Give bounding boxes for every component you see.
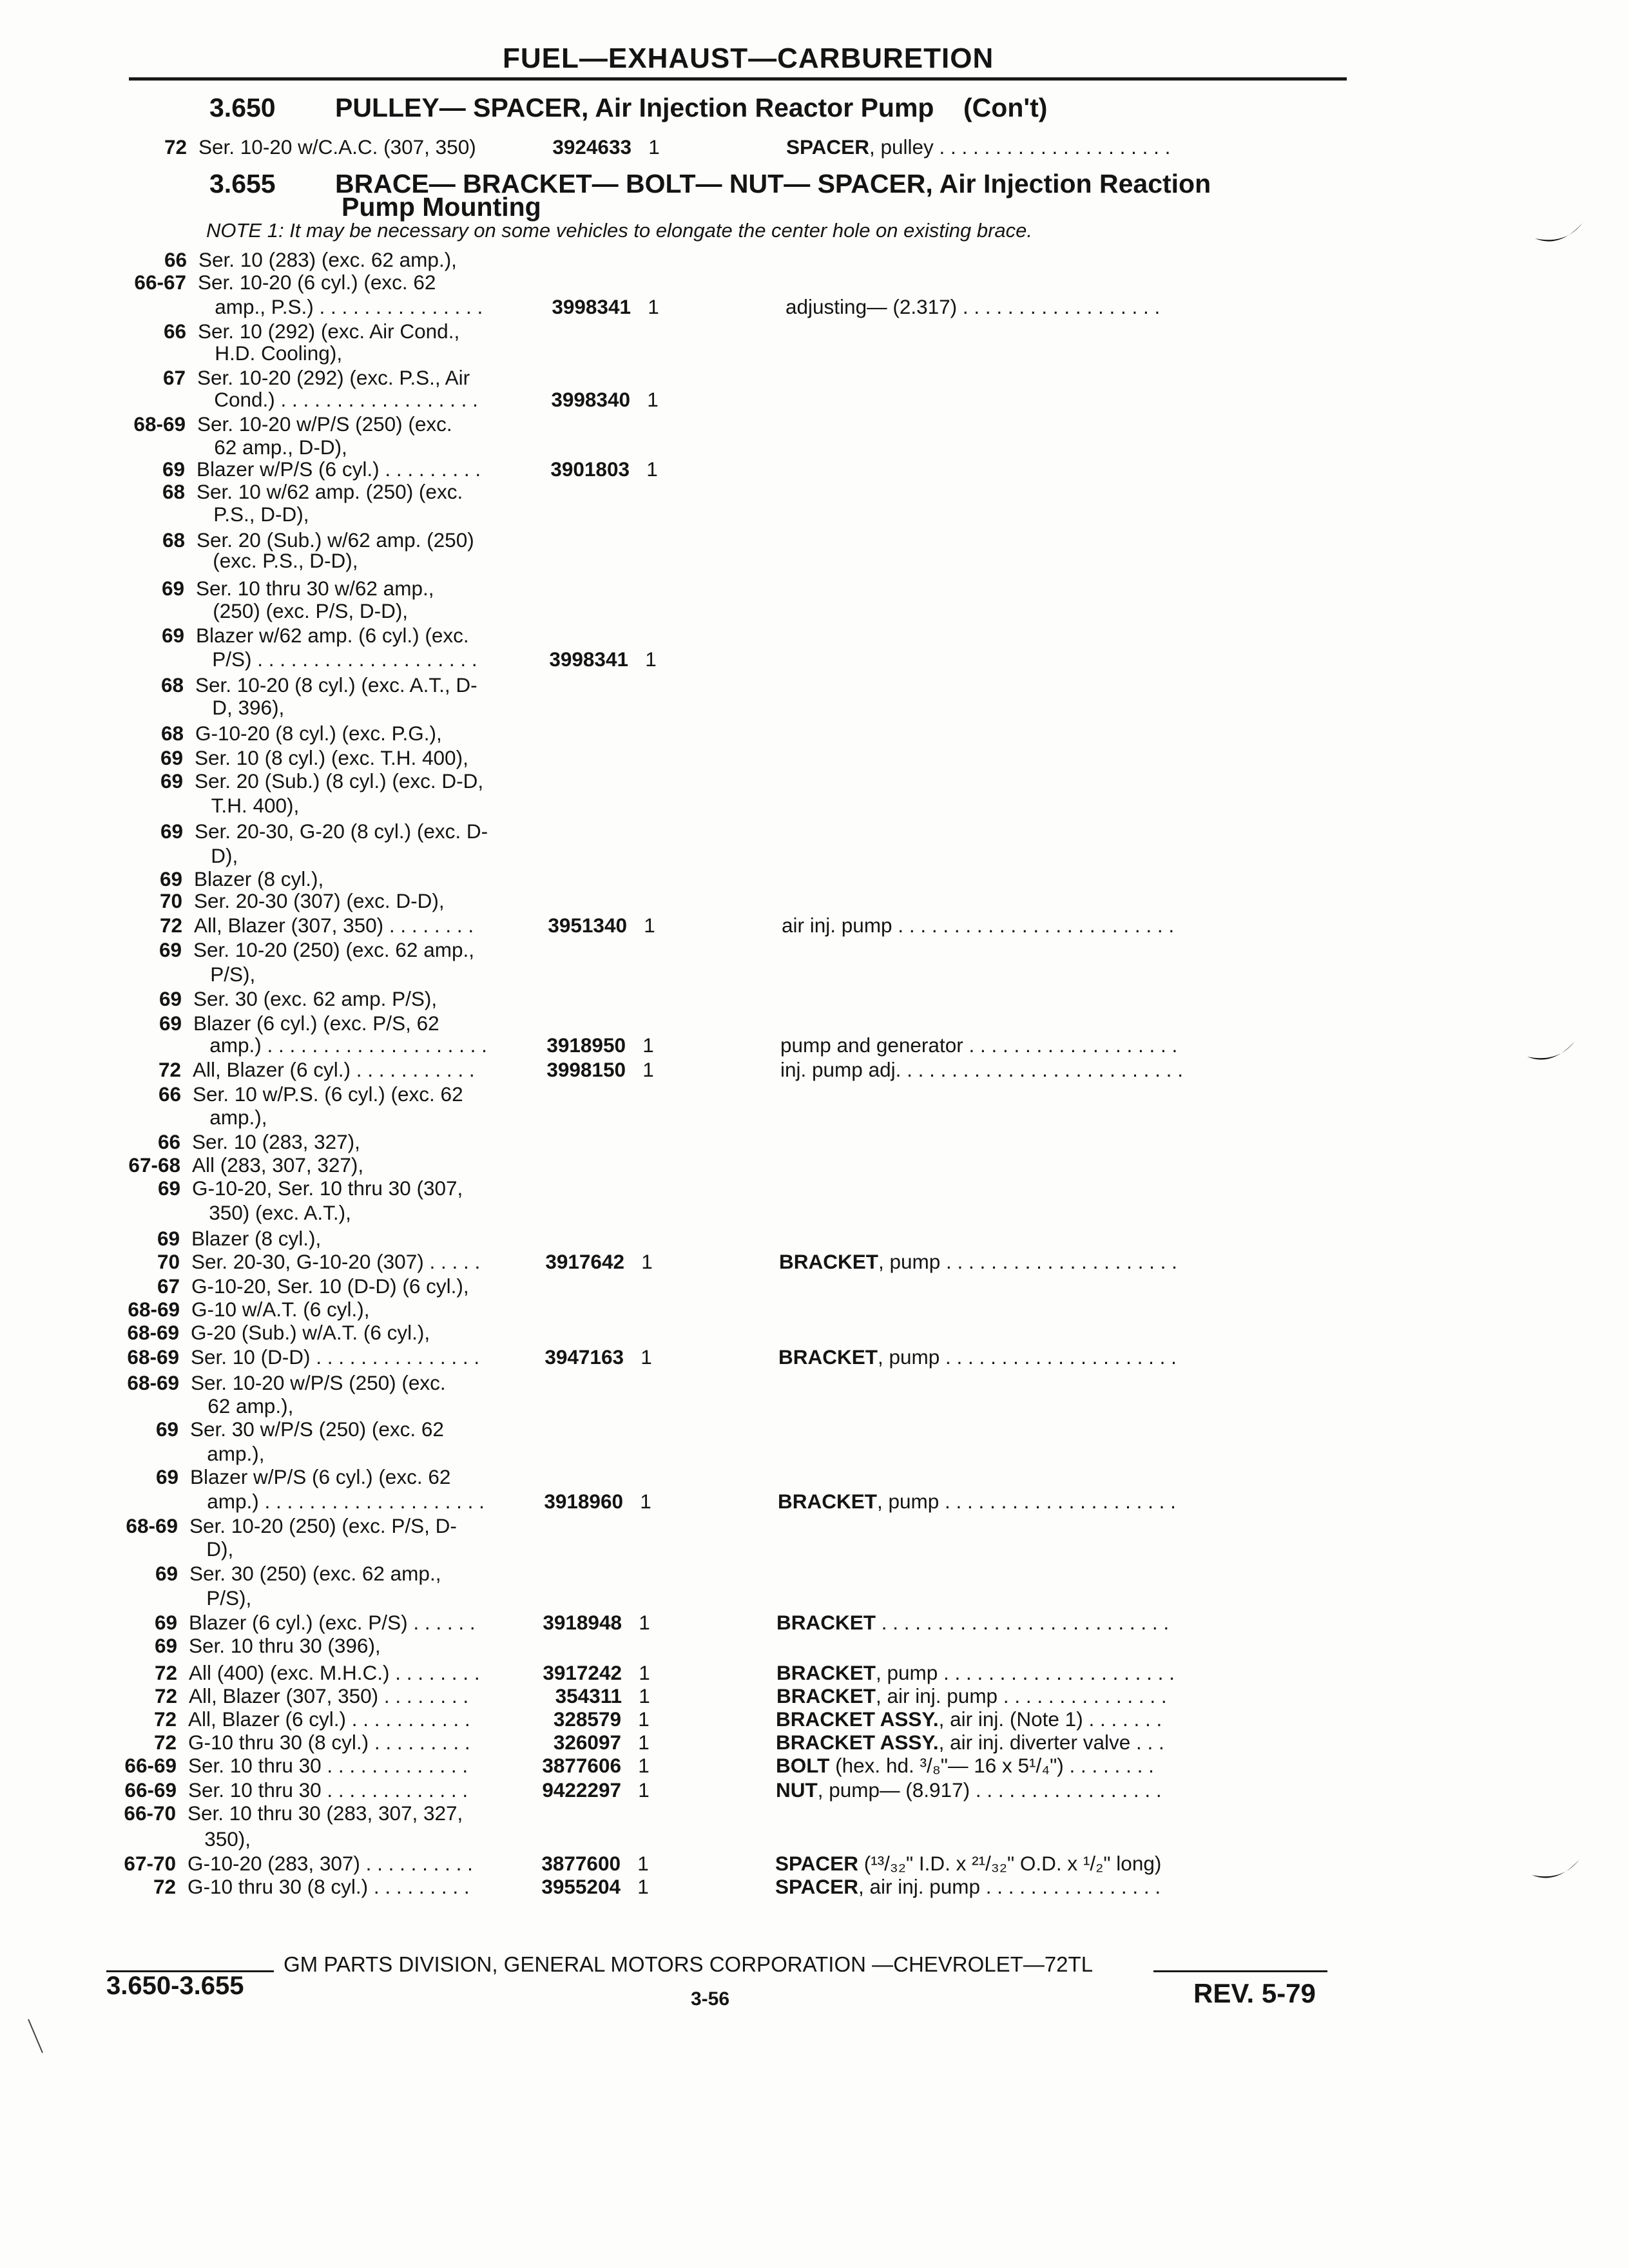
application-description: amp.) . . . . . . . . . . . . . . . . . . . . — [193, 1033, 487, 1057]
part-name-detail: , air inj. (Note 1) . . . . . . . — [938, 1707, 1162, 1731]
quantity: 1 — [642, 1058, 654, 1081]
model-year: 68-69 — [127, 1371, 179, 1394]
quantity: 1 — [638, 1731, 650, 1754]
application-description: Ser. 10 thru 30 w/62 amp., — [196, 577, 434, 600]
part-number: 3998341 — [549, 648, 628, 671]
footer-page-number: 3-56 — [691, 1988, 730, 2010]
application-description: Blazer (6 cyl.) (exc. P/S, 62 — [193, 1012, 439, 1035]
application-description: Ser. 10-20 (250) (exc. 62 amp., — [193, 938, 474, 961]
application-description: Ser. 10-20 w/P/S (250) (exc. — [197, 412, 452, 436]
model-year: 72 — [164, 135, 187, 159]
model-year: 68 — [160, 673, 184, 697]
part-name-keyword: BRACKET — [776, 1684, 876, 1707]
part-number: 328579 — [553, 1707, 621, 1731]
part-number: 3951340 — [548, 914, 627, 937]
application-description: Ser. 10 (8 cyl.) (exc. T.H. 400), — [195, 746, 468, 769]
model-year: 68-69 — [126, 1514, 178, 1537]
part-name-keyword: BRACKET — [776, 1611, 876, 1634]
model-year: 67-70 — [124, 1852, 176, 1875]
part-number: 326097 — [553, 1731, 621, 1754]
application-description: All, Blazer (307, 350) . . . . . . . . — [189, 1684, 469, 1707]
model-year: 72 — [154, 1661, 177, 1684]
model-year: 66 — [158, 1082, 181, 1106]
quantity: 1 — [641, 1345, 652, 1369]
part-name-keyword: SPACER — [775, 1852, 858, 1875]
part-name-detail: , pump . . . . . . . . . . . . . . . . . . . . . — [878, 1250, 1177, 1273]
application-description: Ser. 10 (283) (exc. 62 amp.), — [198, 248, 457, 271]
model-year: 72 — [159, 914, 182, 937]
binder-hole-mark — [1530, 1849, 1582, 1888]
model-year: 68-69 — [128, 1298, 180, 1321]
quantity: 1 — [646, 457, 658, 481]
model-year: 66-69 — [124, 1754, 177, 1777]
note-1: NOTE 1: It may be necessary on some vehicles to elongate the center hole on existing brace. — [206, 219, 1033, 242]
quantity: 1 — [647, 388, 659, 411]
application-description: 350), — [188, 1827, 251, 1850]
application-description: Ser. 20 (Sub.) w/62 amp. (250) — [197, 528, 474, 552]
application-description: Ser. 10 (292) (exc. Air Cond., — [198, 320, 460, 343]
part-name — [775, 1852, 1265, 1875]
model-year: 69 — [159, 867, 182, 890]
part-name-keyword: BOLT — [776, 1754, 830, 1777]
application-description: (exc. P.S., D-D), — [196, 549, 358, 572]
part-name-detail: air inj. pump . . . . . . . . . . . . . . . . . . . . . . . . . — [782, 914, 1175, 937]
application-description: D), — [194, 844, 238, 867]
model-year: 68-69 — [127, 1321, 179, 1344]
part-name-keyword: BRACKET ASSY. — [776, 1707, 939, 1731]
quantity: 1 — [639, 1661, 650, 1684]
part-number: 3877606 — [542, 1754, 621, 1777]
model-year: 68 — [162, 480, 185, 503]
application-description: G-20 (Sub.) w/A.T. (6 cyl.), — [191, 1321, 430, 1344]
section-number: 3.655 — [209, 169, 276, 198]
part-name-detail: , pulley . . . . . . . . . . . . . . . . . . . . . — [869, 135, 1171, 159]
part-name-keyword: SPACER — [786, 135, 869, 159]
footer-organization: GM PARTS DIVISION, GENERAL MOTORS CORPORATION —CHEVROLET—72TL — [284, 1952, 1094, 1976]
quantity: 1 — [640, 1490, 651, 1513]
model-year: 68 — [160, 722, 184, 745]
application-description: Ser. 10-20 (250) (exc. P/S, D- — [189, 1514, 457, 1537]
model-year: 69 — [159, 987, 182, 1010]
footer-rule-right — [1153, 1970, 1327, 1972]
part-number: 3917642 — [545, 1250, 624, 1273]
quantity: 1 — [639, 1611, 650, 1634]
part-number: 3998340 — [551, 388, 630, 411]
part-name-keyword: NUT — [776, 1778, 818, 1802]
part-number: 3918950 — [546, 1033, 626, 1057]
part-name-keyword: BRACKET — [778, 1490, 877, 1513]
application-description: Ser. 10 (D-D) . . . . . . . . . . . . . . . — [191, 1345, 480, 1369]
model-year: 69 — [161, 624, 184, 647]
application-description: Blazer (8 cyl.), — [191, 1227, 322, 1250]
application-description: P/S), — [193, 963, 256, 986]
application-description: All (283, 307, 327), — [192, 1153, 364, 1177]
section-title: BRACE— BRACKET— BOLT— NUT— SPACER, Air Injection Reaction — [335, 169, 1211, 198]
part-number: 354311 — [555, 1684, 622, 1707]
model-year: 67-68 — [128, 1153, 180, 1177]
stray-pen-mark — [26, 2017, 45, 2055]
application-description: Blazer w/P/S (6 cyl.) (exc. 62 — [190, 1465, 451, 1488]
model-year: 69 — [160, 746, 183, 769]
part-name — [779, 1250, 1269, 1273]
model-year: 66-67 — [134, 271, 186, 294]
application-description: Ser. 30 (exc. 62 amp. P/S), — [193, 987, 438, 1010]
part-name-detail: . . . . . . . . . . . . . . . . . . . . . . . . . . — [876, 1611, 1170, 1634]
part-name-detail: , air inj. diverter valve . . . — [938, 1731, 1164, 1754]
part-name — [776, 1611, 1266, 1634]
model-year: 69 — [160, 820, 183, 843]
part-name — [776, 1684, 1266, 1707]
application-description: Ser. 20-30, G-20 (8 cyl.) (exc. D- — [195, 820, 488, 843]
application-description: Blazer w/P/S (6 cyl.) . . . . . . . . . — [197, 457, 481, 481]
model-year: 66-70 — [124, 1802, 176, 1825]
part-number: 3924633 — [552, 135, 631, 159]
model-year: 66 — [163, 320, 186, 343]
application-description: Blazer (8 cyl.), — [194, 867, 324, 890]
model-year: 66 — [164, 248, 187, 271]
model-year: 69 — [155, 1465, 178, 1488]
part-number: 3947163 — [545, 1345, 624, 1369]
application-description: amp.) . . . . . . . . . . . . . . . . . . . . — [190, 1490, 485, 1513]
part-name — [778, 1345, 1268, 1369]
application-description: D), — [189, 1537, 234, 1561]
application-description: All (400) (exc. M.H.C.) . . . . . . . . — [189, 1661, 480, 1684]
model-year: 69 — [155, 1562, 178, 1585]
model-year: 67 — [157, 1274, 180, 1298]
model-year: 69 — [160, 769, 183, 793]
footer-revision: REV. 5-79 — [1193, 1978, 1316, 2008]
part-number: 3901803 — [550, 457, 630, 481]
quantity: 1 — [644, 914, 655, 937]
part-name-detail: , pump— (8.917) . . . . . . . . . . . . . . . . . — [817, 1778, 1162, 1802]
application-description: G-10-20, Ser. 10 (D-D) (6 cyl.), — [191, 1274, 469, 1298]
application-description: 350) (exc. A.T.), — [192, 1201, 351, 1224]
application-description: amp.), — [190, 1442, 265, 1465]
model-year: 69 — [157, 1177, 180, 1200]
model-year: 69 — [162, 457, 185, 481]
application-description: All, Blazer (6 cyl.) . . . . . . . . . . . — [193, 1058, 475, 1081]
application-description: Ser. 20 (Sub.) (8 cyl.) (exc. D-D, — [195, 769, 484, 793]
application-description: Ser. 20-30, G-10-20 (307) . . . . . — [191, 1250, 481, 1273]
model-year: 67 — [162, 366, 186, 389]
quantity: 1 — [648, 135, 660, 159]
application-description: Ser. 20-30 (307) (exc. D-D), — [194, 889, 445, 912]
application-description: Ser. 10 thru 30 . . . . . . . . . . . . . — [188, 1778, 468, 1802]
application-description: 62 amp., D-D), — [197, 436, 347, 459]
application-description: amp., P.S.) . . . . . . . . . . . . . . . — [198, 295, 483, 318]
model-year: 69 — [159, 938, 182, 961]
part-name — [776, 1731, 1266, 1754]
application-description: Ser. 10-20 w/P/S (250) (exc. — [191, 1371, 446, 1394]
part-name — [780, 1033, 1270, 1057]
part-name-detail: , air inj. pump . . . . . . . . . . . . . . . . — [858, 1875, 1161, 1898]
binder-hole-mark — [1526, 1031, 1577, 1070]
application-description: Cond.) . . . . . . . . . . . . . . . . . . — [197, 388, 478, 411]
application-description: Ser. 10 thru 30 (396), — [189, 1634, 381, 1657]
model-year: 72 — [153, 1707, 177, 1731]
model-year: 68-69 — [127, 1345, 179, 1369]
quantity: 1 — [639, 1684, 650, 1707]
quantity: 1 — [638, 1754, 650, 1777]
part-number: 3917242 — [543, 1661, 622, 1684]
quantity: 1 — [637, 1852, 649, 1875]
part-name — [786, 135, 1276, 159]
part-number: 3955204 — [541, 1875, 621, 1898]
part-name-detail: pump and generator . . . . . . . . . . . . . . . . . . . — [780, 1033, 1178, 1057]
part-number: 3918960 — [544, 1490, 623, 1513]
part-name-keyword: BRACKET — [778, 1345, 878, 1369]
application-description: G-10 thru 30 (8 cyl.) . . . . . . . . . — [188, 1875, 470, 1898]
model-year: 72 — [154, 1684, 177, 1707]
quantity: 1 — [641, 1250, 653, 1273]
part-name — [782, 914, 1271, 937]
quantity: 1 — [642, 1033, 654, 1057]
model-year: 72 — [153, 1731, 177, 1754]
section-number: 3.650 — [209, 93, 276, 122]
quantity: 1 — [638, 1778, 650, 1802]
application-description: P/S), — [189, 1586, 252, 1610]
model-year: 68-69 — [133, 412, 186, 436]
application-description: Blazer w/62 amp. (6 cyl.) (exc. — [196, 624, 469, 647]
model-year: 68 — [162, 528, 185, 552]
application-description: All, Blazer (307, 350) . . . . . . . . — [194, 914, 474, 937]
application-description: 62 amp.), — [191, 1394, 294, 1418]
part-name — [778, 1490, 1268, 1513]
part-name — [775, 1875, 1265, 1898]
part-name — [776, 1661, 1266, 1684]
application-description: All, Blazer (6 cyl.) . . . . . . . . . . . — [188, 1707, 470, 1731]
application-description: (250) (exc. P/S, D-D), — [196, 599, 409, 622]
model-year: 69 — [155, 1418, 178, 1441]
part-name-detail: , air inj. pump . . . . . . . . . . . . . . . — [876, 1684, 1167, 1707]
application-description: Ser. 30 w/P/S (250) (exc. 62 — [190, 1418, 444, 1441]
application-description: Ser. 10 w/62 amp. (250) (exc. — [197, 480, 463, 503]
part-name — [786, 295, 1275, 318]
application-description: G-10-20, Ser. 10 thru 30 (307, — [192, 1177, 463, 1200]
application-description: D, 396), — [195, 696, 285, 719]
application-description: Ser. 10 w/P.S. (6 cyl.) (exc. 62 — [193, 1082, 463, 1106]
part-name-keyword: SPACER — [775, 1875, 858, 1898]
page-header: FUEL—EXHAUST—CARBURETION — [503, 43, 994, 74]
part-name-detail: adjusting— (2.317) . . . . . . . . . . . . . . . . . . — [786, 295, 1161, 318]
section-title-line2: Pump Mounting — [342, 192, 541, 222]
model-year: 66 — [157, 1130, 180, 1153]
application-description: P.S., D-D), — [197, 503, 309, 526]
application-description: Ser. 10 (283, 327), — [192, 1130, 360, 1153]
application-description: H.D. Cooling), — [198, 341, 343, 365]
binder-hole-mark — [1534, 213, 1585, 251]
part-name — [776, 1754, 1266, 1777]
part-name-detail: , pump . . . . . . . . . . . . . . . . . . . . . — [876, 1661, 1175, 1684]
application-description: T.H. 400), — [195, 794, 300, 817]
part-name — [776, 1778, 1266, 1802]
part-number: 3998341 — [552, 295, 631, 318]
part-name-detail: (¹³/₃₂" I.D. x ²¹/₃₂" O.D. x ¹/₂" long) — [858, 1852, 1162, 1875]
part-number: 3918948 — [543, 1611, 622, 1634]
part-name — [776, 1707, 1266, 1731]
model-year: 72 — [153, 1875, 176, 1898]
application-description: Blazer (6 cyl.) (exc. P/S) . . . . . . — [189, 1611, 476, 1634]
part-name — [780, 1058, 1270, 1081]
model-year: 69 — [159, 1012, 182, 1035]
quantity: 1 — [648, 295, 659, 318]
part-number: 3877600 — [541, 1852, 621, 1875]
application-description: Ser. 10-20 w/C.A.C. (307, 350) — [198, 135, 476, 159]
section-title: PULLEY— SPACER, Air Injection Reactor Pump (Con't) — [335, 93, 1048, 122]
part-name-detail: (hex. hd. ³/₈"— 16 x 5¹/₄") . . . . . . . . — [829, 1754, 1154, 1777]
model-year: 72 — [158, 1058, 181, 1081]
part-name-detail: , pump . . . . . . . . . . . . . . . . . . . . . — [878, 1345, 1177, 1369]
model-year: 69 — [161, 577, 184, 600]
application-description: Ser. 10-20 (8 cyl.) (exc. A.T., D- — [195, 673, 477, 697]
model-year: 69 — [157, 1227, 180, 1250]
part-number: 9422297 — [542, 1778, 621, 1802]
application-description: Ser. 10 thru 30 (283, 307, 327, — [188, 1802, 463, 1825]
application-description: Ser. 10 thru 30 . . . . . . . . . . . . . — [188, 1754, 468, 1777]
model-year: 70 — [159, 889, 182, 912]
application-description: G-10 thru 30 (8 cyl.) . . . . . . . . . — [188, 1731, 470, 1754]
part-name-keyword: BRACKET ASSY. — [776, 1731, 939, 1754]
part-name-keyword: BRACKET — [776, 1661, 876, 1684]
model-year: 70 — [157, 1250, 180, 1273]
footer-section-range: 3.650-3.655 — [106, 1972, 244, 2000]
application-description: Ser. 10-20 (6 cyl.) (exc. 62 — [198, 271, 436, 294]
quantity: 1 — [637, 1875, 649, 1898]
application-description: P/S) . . . . . . . . . . . . . . . . . . . . — [195, 648, 477, 671]
application-description: Ser. 10-20 (292) (exc. P.S., Air — [197, 366, 470, 389]
model-year: 66-69 — [124, 1778, 177, 1802]
quantity: 1 — [638, 1707, 650, 1731]
model-year: 69 — [154, 1611, 177, 1634]
part-name-detail: , pump . . . . . . . . . . . . . . . . . . . . . — [877, 1490, 1176, 1513]
application-description: amp.), — [193, 1106, 267, 1129]
part-number: 3998150 — [546, 1058, 626, 1081]
header-rule — [129, 77, 1347, 81]
part-name-keyword: BRACKET — [779, 1250, 878, 1273]
model-year: 69 — [154, 1634, 177, 1657]
part-name-detail: inj. pump adj. . . . . . . . . . . . . . . . . . . . . . . . . . — [780, 1058, 1183, 1081]
application-description: G-10-20 (8 cyl.) (exc. P.G.), — [195, 722, 442, 745]
quantity: 1 — [645, 648, 657, 671]
application-description: G-10-20 (283, 307) . . . . . . . . . . — [188, 1852, 473, 1875]
application-description: Ser. 30 (250) (exc. 62 amp., — [189, 1562, 441, 1585]
application-description: G-10 w/A.T. (6 cyl.), — [191, 1298, 370, 1321]
